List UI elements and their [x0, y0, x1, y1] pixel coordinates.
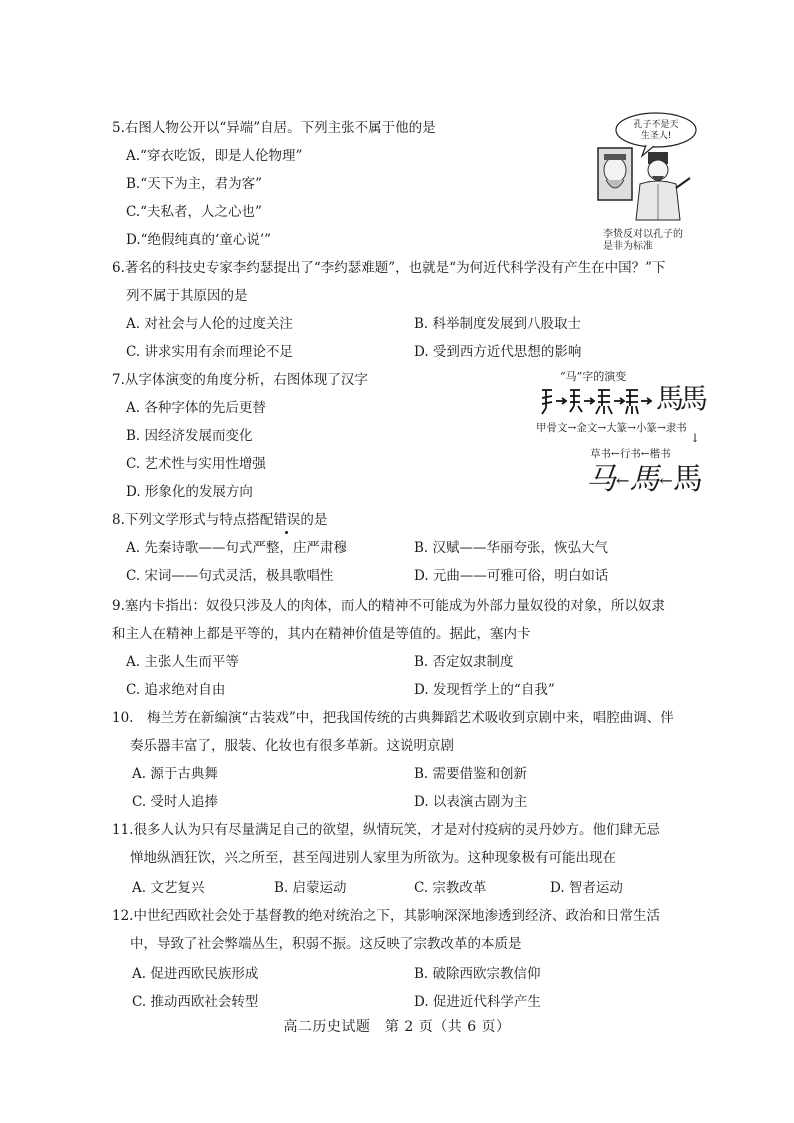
q5-stem: 5.右图人物公开以“异端”自居。下列主张不属于他的是	[112, 120, 436, 136]
q7-figure-title: “马”字的演变	[560, 370, 627, 383]
q5-figure-caption-line1: 李贽反对以孔子的	[603, 229, 683, 240]
glyph-row-modern: 马←馬←馬	[586, 462, 703, 497]
q8-option-c: C. 宋词——句式灵活，极具歌唱性	[126, 568, 334, 584]
q7-figure-row2: 草书←行书←楷书	[590, 448, 671, 460]
q6-stem-line1: 6.著名的科技史专家李约瑟提出了“李约瑟难题”，也就是“为何近代科学没有产生在中国？”下	[112, 260, 666, 276]
q7-stem: 7.从字体演变的角度分析，右图体现了汉字	[112, 372, 368, 388]
dazhuan-glyph	[596, 390, 612, 414]
q11-option-a: A. 文艺复兴	[132, 880, 205, 896]
q7-option-b: B. 因经济发展而变化	[126, 428, 253, 444]
label-kaishu: 楷书	[649, 448, 671, 460]
q11-option-d: D. 智者运动	[550, 880, 623, 896]
q5-figure	[594, 108, 698, 248]
q9-option-c: C. 追求绝对自由	[126, 682, 226, 698]
label-lishu: 隶书	[665, 422, 687, 434]
kaishu-glyph: 馬	[672, 462, 703, 497]
q7-figure-row1: 甲骨文→金文→大篆→小篆→隶书	[536, 422, 687, 434]
q5-figure-caption-line2: 是非为标准	[603, 241, 653, 252]
q5-option-b: B.“天下为主，君为客”	[126, 176, 263, 192]
q11-stem-line2: 惮地纵酒狂饮，兴之所至，甚至闯进别人家里为所欲为。这种现象极有可能出现在	[130, 850, 616, 866]
q9-stem-line2: 和主人在精神上都是平等的，其内在精神价值是等值的。据此，塞内卡	[112, 626, 531, 642]
q6-option-d: D. 受到西方近代思想的影响	[414, 344, 582, 360]
xingshu-glyph: 馬	[629, 462, 660, 497]
speech-bubble-line2: 生圣人!	[640, 131, 672, 141]
label-dazhuan: 大篆	[606, 422, 628, 434]
xiaozhuan-glyph	[626, 390, 638, 414]
q9-option-a: A. 主张人生而平等	[126, 654, 239, 670]
cartoon-illustration	[594, 108, 698, 248]
q8-option-a: A. 先秦诗歌——句式严整，庄严肃穆	[126, 540, 347, 556]
jinwen-glyph	[570, 390, 582, 412]
q12-stem-line1: 12.中世纪西欧社会处于基督教的绝对统治之下，其影响深深地渗透到经济、政治和日常生活	[112, 908, 660, 924]
q7-option-a: A. 各种字体的先后更替	[126, 400, 266, 416]
q8-option-b: B. 汉赋——华丽夸张，恢弘大气	[414, 540, 609, 556]
q10-option-a: A. 源于古典舞	[132, 766, 218, 782]
q7-option-c: C. 艺术性与实用性增强	[126, 456, 266, 472]
down-arrow-icon: ↓	[690, 431, 701, 445]
q11-option-c: C. 宗教改革	[414, 880, 487, 896]
q12-stem-line2: 中，导致了社会弊端丛生，积弱不振。这反映了宗教改革的本质是	[130, 936, 522, 952]
q12-option-b: B. 破除西欧宗教信仰	[414, 966, 541, 982]
q12-option-a: A. 促进西欧民族形成	[132, 966, 259, 982]
lishu-glyph-2: 馬	[680, 382, 709, 415]
q10-stem-line2: 奏乐器丰富了，服装、化妆也有很多革新。这说明京剧	[130, 738, 454, 754]
label-jinwen: 金文	[576, 422, 598, 434]
q12-option-c: C. 推动西欧社会转型	[132, 994, 259, 1010]
q5-option-c: C.“夫私者，人之心也”	[126, 204, 262, 220]
caoshu-glyph: 马	[586, 462, 616, 497]
glyph-row-ancient	[538, 384, 716, 418]
speech-bubble-line1: 孔子不是天	[633, 120, 679, 130]
jiaguwen-glyph	[542, 390, 552, 414]
q9-option-b: B. 否定奴隶制度	[414, 654, 514, 670]
q7-option-d: D. 形象化的发展方向	[126, 484, 253, 500]
lishu-glyph: 馬	[656, 382, 685, 415]
q12-option-d: D. 促进近代科学产生	[414, 994, 541, 1010]
q9-stem-line1: 9.塞内卡指出：奴役只涉及人的肉体，而人的精神不可能成为外部力量奴役的对象，所以奴隶	[112, 598, 665, 614]
q9-option-d: D. 发现哲学上的“自我”	[414, 682, 555, 698]
label-xingshu: 行书	[619, 448, 641, 460]
q10-stem-line1: 10. 梅兰芳在新编演“古装戏”中，把我国传统的古典舞蹈艺术吸收到京剧中来，唱腔曲调、伴	[112, 710, 674, 726]
q10-option-d: D. 以表演古剧为主	[414, 794, 528, 810]
label-jiaguwen: 甲骨文	[536, 422, 568, 434]
emphasis-wrong: 错误	[273, 512, 301, 528]
page-footer: 高二历史试题 第 2 页（共 6 页）	[283, 1019, 511, 1035]
q6-option-c: C. 讲求实用有余而理论不足	[126, 344, 293, 360]
q8-stem: 8.下列文学形式与特点搭配错误的是	[112, 512, 328, 528]
q6-option-b: B. 科举制度发展到八股取士	[414, 316, 582, 332]
q6-stem-line2: 列不属于其原因的是	[126, 288, 248, 304]
label-xiaozhuan: 小篆	[635, 422, 657, 434]
q10-option-b: B. 需要借鉴和创新	[414, 766, 528, 782]
q11-stem-line1: 11.很多人认为只有尽量满足自己的欲望，纵情玩笑，才是对付疫病的灵丹妙方。他们肆无忌	[112, 822, 660, 838]
q11-option-b: B. 启蒙运动	[274, 880, 347, 896]
q10-option-c: C. 受时人追捧	[132, 794, 218, 810]
q5-option-a: A.“穿衣吃饭，即是人伦物理”	[126, 148, 303, 164]
q6-option-a: A. 对社会与人伦的过度关注	[126, 316, 293, 332]
q5-option-d: D.“绝假纯真的‘童心说’”	[126, 232, 272, 248]
label-caoshu: 草书	[590, 448, 611, 460]
q8-option-d: D. 元曲——可雅可俗，明白如话	[414, 568, 609, 584]
